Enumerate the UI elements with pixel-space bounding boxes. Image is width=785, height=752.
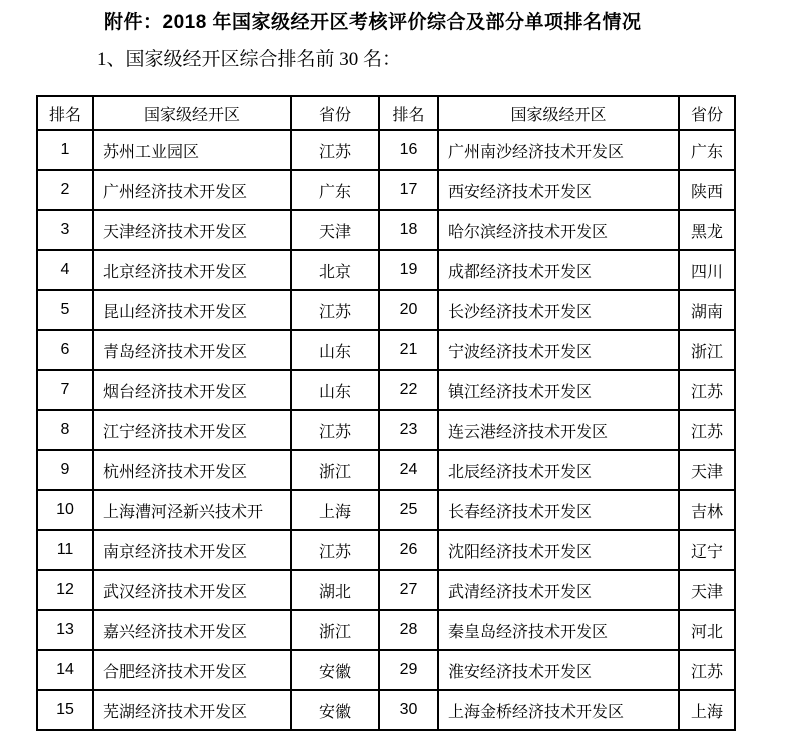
rank-cell: 4 (37, 250, 93, 290)
rank-cell: 30 (379, 690, 438, 730)
zone-cell: 苏州工业园区 (93, 130, 291, 170)
table-row (37, 250, 735, 290)
province-cell: 湖北 (291, 570, 379, 610)
zone-cell: 南京经济技术开发区 (93, 530, 291, 570)
rank-cell: 5 (37, 290, 93, 330)
table-header-row (37, 96, 735, 130)
rank-cell: 14 (37, 650, 93, 690)
table-row (37, 570, 735, 610)
rank-cell: 17 (379, 170, 438, 210)
rank-cell: 10 (37, 490, 93, 530)
zone-cell: 杭州经济技术开发区 (93, 450, 291, 490)
province-cell: 吉林 (679, 490, 735, 530)
zone-cell: 成都经济技术开发区 (438, 250, 679, 290)
rank-cell: 15 (37, 690, 93, 730)
table-row (37, 610, 735, 650)
province-cell: 天津 (679, 570, 735, 610)
province-cell: 江苏 (679, 370, 735, 410)
province-cell: 北京 (291, 250, 379, 290)
province-cell: 陕西 (679, 170, 735, 210)
province-cell: 上海 (679, 690, 735, 730)
rank-cell: 20 (379, 290, 438, 330)
zone-cell: 芜湖经济技术开发区 (93, 690, 291, 730)
rank-cell: 23 (379, 410, 438, 450)
province-cell: 江苏 (679, 410, 735, 450)
zone-cell: 广州南沙经济技术开发区 (438, 130, 679, 170)
table-row (37, 450, 735, 490)
rank-cell: 21 (379, 330, 438, 370)
rank-cell: 29 (379, 650, 438, 690)
province-cell: 浙江 (291, 610, 379, 650)
rank-cell: 27 (379, 570, 438, 610)
rank-cell: 25 (379, 490, 438, 530)
ranking-table (36, 95, 736, 731)
table-row (37, 170, 735, 210)
ranking-table-body (37, 130, 735, 730)
zone-cell: 西安经济技术开发区 (438, 170, 679, 210)
zone-cell: 长春经济技术开发区 (438, 490, 679, 530)
table-row (37, 210, 735, 250)
zone-cell: 烟台经济技术开发区 (93, 370, 291, 410)
table-row (37, 690, 735, 730)
zone-cell: 嘉兴经济技术开发区 (93, 610, 291, 650)
rank-cell: 18 (379, 210, 438, 250)
table-row (37, 330, 735, 370)
zone-cell: 江宁经济技术开发区 (93, 410, 291, 450)
zone-cell: 武汉经济技术开发区 (93, 570, 291, 610)
province-cell: 辽宁 (679, 530, 735, 570)
province-cell: 江苏 (291, 130, 379, 170)
zone-cell: 哈尔滨经济技术开发区 (438, 210, 679, 250)
province-cell: 河北 (679, 610, 735, 650)
rank-cell: 7 (37, 370, 93, 410)
header-zone-left: 国家级经开区 (93, 96, 291, 130)
zone-cell: 秦皇岛经济技术开发区 (438, 610, 679, 650)
rank-cell: 24 (379, 450, 438, 490)
province-cell: 山东 (291, 370, 379, 410)
province-cell: 广东 (291, 170, 379, 210)
header-rank-right: 排名 (379, 96, 438, 130)
province-cell: 天津 (679, 450, 735, 490)
zone-cell: 上海金桥经济技术开发区 (438, 690, 679, 730)
header-rank-left: 排名 (37, 96, 93, 130)
zone-cell: 昆山经济技术开发区 (93, 290, 291, 330)
province-cell: 广东 (679, 130, 735, 170)
province-cell: 天津 (291, 210, 379, 250)
province-cell: 上海 (291, 490, 379, 530)
zone-cell: 连云港经济技术开发区 (438, 410, 679, 450)
table-row (37, 370, 735, 410)
province-cell: 江苏 (291, 290, 379, 330)
zone-cell: 天津经济技术开发区 (93, 210, 291, 250)
province-cell: 安徽 (291, 650, 379, 690)
province-cell: 黑龙 (679, 210, 735, 250)
rank-cell: 1 (37, 130, 93, 170)
zone-cell: 青岛经济技术开发区 (93, 330, 291, 370)
table-row (37, 530, 735, 570)
rank-cell: 16 (379, 130, 438, 170)
province-cell: 江苏 (679, 650, 735, 690)
zone-cell: 北辰经济技术开发区 (438, 450, 679, 490)
province-cell: 四川 (679, 250, 735, 290)
zone-cell: 上海漕河泾新兴技术开 (93, 490, 291, 530)
rank-cell: 8 (37, 410, 93, 450)
province-cell: 山东 (291, 330, 379, 370)
province-cell: 浙江 (679, 330, 735, 370)
rank-cell: 3 (37, 210, 93, 250)
header-province-right: 省份 (679, 96, 735, 130)
section-heading: 1、国家级经开区综合排名前 30 名： (97, 49, 402, 70)
rank-cell: 2 (37, 170, 93, 210)
zone-cell: 镇江经济技术开发区 (438, 370, 679, 410)
table-row (37, 490, 735, 530)
zone-cell: 广州经济技术开发区 (93, 170, 291, 210)
zone-cell: 沈阳经济技术开发区 (438, 530, 679, 570)
header-province-left: 省份 (291, 96, 379, 130)
table-row (37, 410, 735, 450)
rank-cell: 22 (379, 370, 438, 410)
rank-cell: 28 (379, 610, 438, 650)
zone-cell: 合肥经济技术开发区 (93, 650, 291, 690)
rank-cell: 13 (37, 610, 93, 650)
rank-cell: 12 (37, 570, 93, 610)
province-cell: 湖南 (679, 290, 735, 330)
province-cell: 江苏 (291, 410, 379, 450)
province-cell: 安徽 (291, 690, 379, 730)
rank-cell: 6 (37, 330, 93, 370)
zone-cell: 北京经济技术开发区 (93, 250, 291, 290)
table-row (37, 650, 735, 690)
table-row (37, 130, 735, 170)
rank-cell: 11 (37, 530, 93, 570)
province-cell: 浙江 (291, 450, 379, 490)
rank-cell: 9 (37, 450, 93, 490)
zone-cell: 武清经济技术开发区 (438, 570, 679, 610)
zone-cell: 淮安经济技术开发区 (438, 650, 679, 690)
header-zone-right: 国家级经开区 (438, 96, 679, 130)
province-cell: 江苏 (291, 530, 379, 570)
table-row (37, 290, 735, 330)
zone-cell: 宁波经济技术开发区 (438, 330, 679, 370)
rank-cell: 26 (379, 530, 438, 570)
rank-cell: 19 (379, 250, 438, 290)
document-title: 附件：2018 年国家级经开区考核评价综合及部分单项排名情况 (104, 12, 642, 33)
zone-cell: 长沙经济技术开发区 (438, 290, 679, 330)
